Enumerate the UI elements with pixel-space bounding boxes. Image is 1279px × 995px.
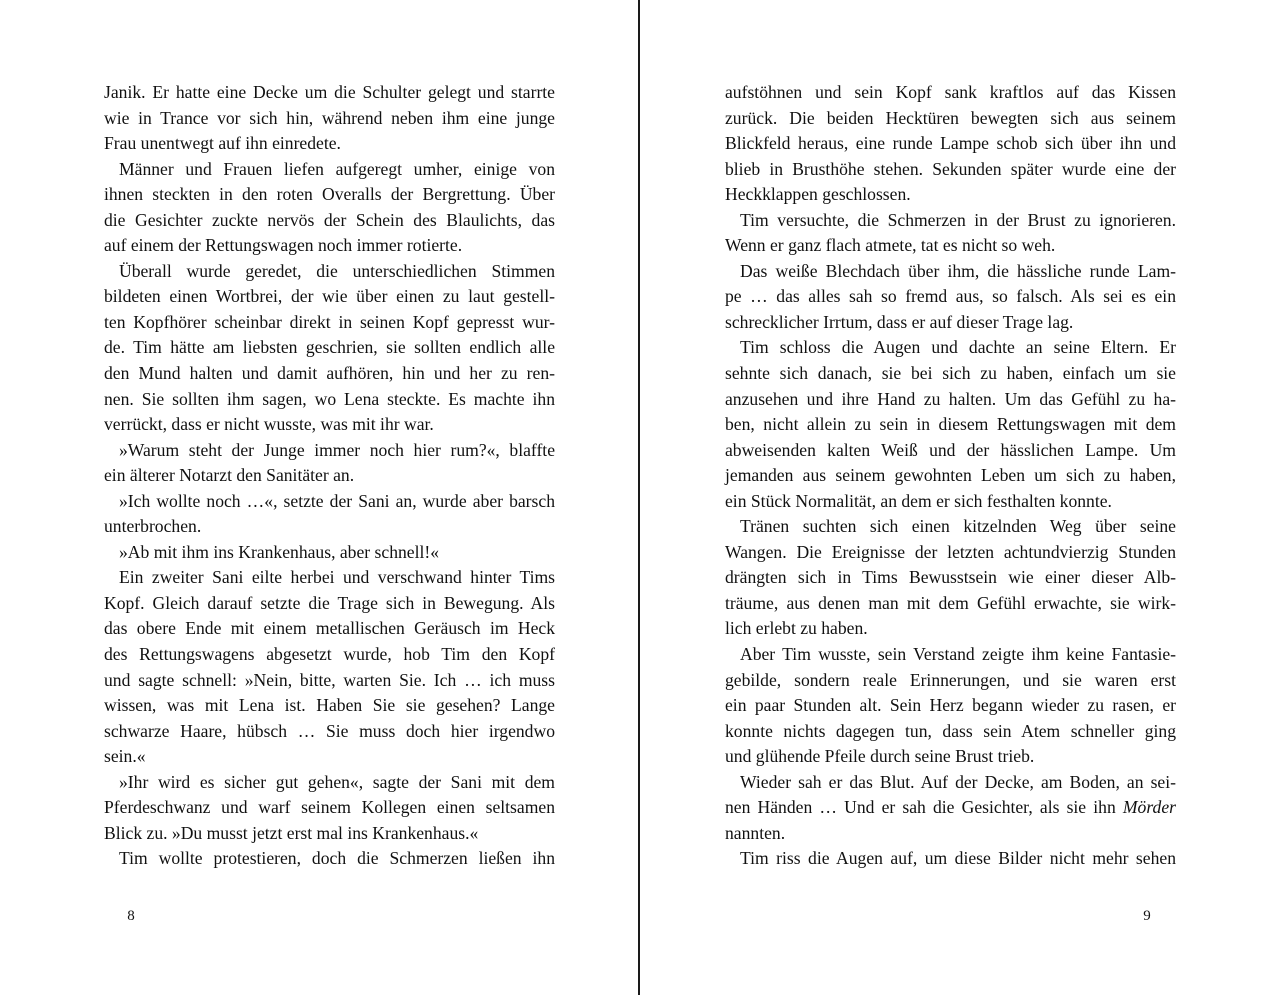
text-line-content: nannten. <box>725 822 786 843</box>
text-line <box>725 489 1176 515</box>
text-line-content: »Warum steht der Junge immer noch hier rum?«, blaffte <box>119 439 555 460</box>
text-line-content: ben, nicht allein zu sein in diesem Rettungswagen mit dem <box>725 414 1176 435</box>
text-line-content: gebilde, sondern reale Erinnerungen, und sie waren erst <box>725 669 1176 690</box>
text-line <box>104 719 555 745</box>
text-line-content: »Ihr wird es sicher gut gehen«, sagte der Sani mit dem <box>119 771 555 792</box>
text-line-content: Tränen suchten sich einen kitzelnden Weg über seine <box>740 516 1176 537</box>
text-line-content: und glühende Pfeile durch seine Brust trieb. <box>725 746 1035 767</box>
text-line <box>725 770 1176 796</box>
text-line <box>725 616 1176 642</box>
text-line-content: Aber Tim wusste, sein Verstand zeigte ihm keine Fantasie- <box>740 644 1176 665</box>
text-line-content: Heckklappen geschlossen. <box>725 184 911 205</box>
text-line <box>725 80 1176 106</box>
text-line <box>725 821 1176 847</box>
text-line-content: bildeten einen Wortbrei, der wie über einen zu laut gestell- <box>104 286 555 307</box>
text-line-content: und sagte schnell: »Nein, bitte, warten Sie. Ich … ich muss <box>104 669 555 690</box>
text-line <box>725 744 1176 770</box>
text-line-content: ein paar Stunden alt. Sein Herz begann wieder zu rasen, er <box>725 695 1176 716</box>
text-line <box>104 540 555 566</box>
text-line-content: das obere Ende mit einem metallischen Geräusch im Heck <box>104 618 555 639</box>
text-line <box>725 412 1176 438</box>
text-line-content: Blick zu. »Du musst jetzt erst mal ins Krankenhaus.« <box>104 822 479 843</box>
text-line-content: Männer und Frauen liefen aufgeregt umher, einige von <box>119 158 555 179</box>
text-line <box>104 310 555 336</box>
text-line-content: schrecklicher Irrtum, dass er auf dieser Trage lag. <box>725 311 1074 332</box>
text-line-content: ihnen steckten in den roten Overalls der Bergrettung. Über <box>104 184 555 205</box>
text-line <box>104 821 555 847</box>
text-line <box>104 208 555 234</box>
text-line-content: Tim versuchte, die Schmerzen in der Brust zu ignorieren. <box>740 209 1176 230</box>
text-line-content: unterbrochen. <box>104 516 202 537</box>
text-line <box>104 463 555 489</box>
text-line-content: ten Kopfhörer scheinbar direkt in seinen Kopf gepresst wur- <box>104 311 555 332</box>
text-line-content: aufstöhnen und sein Kopf sank kraftlos auf das Kissen <box>725 82 1176 102</box>
text-line-content: wie in Trance vor sich hin, während neben ihm eine junge <box>104 107 555 128</box>
text-line <box>725 795 1176 821</box>
text-line <box>104 514 555 540</box>
text-line-content: Überall wurde geredet, die unterschiedlichen Stimmen <box>119 260 555 281</box>
text-line-content: wissen, was mit Lena ist. Haben Sie sie gesehen? Lange <box>104 695 555 716</box>
right-page-text <box>725 80 1176 872</box>
text-line-content: die Gesichter zuckte nervös der Schein des Blaulichts, das <box>104 209 555 230</box>
text-line <box>725 693 1176 719</box>
text-line-content: de. Tim hätte am liebsten geschrien, sie sollten endlich alle <box>104 337 555 358</box>
text-line <box>104 591 555 617</box>
text-line-content: Ein zweiter Sani eilte herbei und verschwand hinter Tims <box>119 567 555 588</box>
text-line-content: des Rettungswagens abgesetzt wurde, hob Tim den Kopf <box>104 644 555 665</box>
text-line <box>104 489 555 515</box>
text-line <box>104 361 555 387</box>
text-line <box>104 182 555 208</box>
text-line-content: blieb in Brusthöhe stehen. Sekunden später wurde eine der <box>725 158 1176 179</box>
text-line <box>104 233 555 259</box>
text-line <box>725 157 1176 183</box>
text-line-content: lich erlebt zu haben. <box>725 618 868 639</box>
text-line <box>725 719 1176 745</box>
text-line <box>104 693 555 719</box>
text-line-content: Wangen. Die Ereignisse der letzten achtundvierzig Stunden <box>725 541 1176 562</box>
text-line-content: ein Stück Normalität, an dem er sich festhalten konnte. <box>725 490 1112 511</box>
text-line <box>104 106 555 132</box>
text-line-content: Kopf. Gleich darauf setzte die Trage sich in Bewegung. Als <box>104 592 555 613</box>
text-line-content: Tim schloss die Augen und dachte an seine Eltern. Er <box>740 337 1176 358</box>
text-line-content: Das weiße Blechdach über ihm, die hässliche runde Lam- <box>740 260 1176 281</box>
text-line <box>104 770 555 796</box>
text-line-content: verrückt, dass er nicht wusste, was mit ihr war. <box>104 414 434 435</box>
text-line <box>104 131 555 157</box>
text-line <box>725 387 1176 413</box>
text-line <box>725 846 1176 872</box>
text-line <box>104 157 555 183</box>
text-line-content: zurück. Die beiden Hecktüren bewegten sich aus seinem <box>725 107 1176 128</box>
text-line <box>104 259 555 285</box>
text-line <box>725 565 1176 591</box>
text-line-content: konnte nichts dagegen tun, dass sein Atem schneller ging <box>725 720 1176 741</box>
text-line-content: Pferdeschwanz und warf seinem Kollegen einen seltsamen <box>104 797 555 818</box>
text-line-content: ein älterer Notarzt den Sanitäter an. <box>104 465 355 486</box>
text-line <box>104 412 555 438</box>
text-line <box>104 744 555 770</box>
text-line-content: abweisenden kalten Weiß und der hässlichen Lampe. Um <box>725 439 1176 460</box>
text-line-content: Tim wollte protestieren, doch die Schmerzen ließen ihn <box>119 848 555 869</box>
text-line <box>104 616 555 642</box>
text-line <box>104 387 555 413</box>
text-line-content: auf einem der Rettungswagen noch immer rotierte. <box>104 235 463 256</box>
text-line-content: sehnte sich danach, sie bei sich zu haben, einfach um sie <box>725 363 1176 384</box>
text-line-content: schwarze Haare, hübsch … Sie muss doch hier irgendwo <box>104 720 555 741</box>
text-line-content: nen. Sie sollten ihm sagen, wo Lena steckte. Es machte ihn <box>104 388 555 409</box>
text-line-content: träume, aus denen man mit dem Gefühl erwachte, sie wirk- <box>725 592 1176 613</box>
text-line-content: Frau unentwegt auf ihn einredete. <box>104 133 341 154</box>
text-line <box>725 208 1176 234</box>
text-line-content: drängten sich in Tims Bewusstsein wie einer dieser Alb- <box>725 567 1176 588</box>
text-line <box>104 668 555 694</box>
text-line-content: nen Händen … Und er sah die Gesichter, als sie ihn Mörder <box>725 797 1176 818</box>
text-line <box>725 540 1176 566</box>
left-page-text <box>104 80 555 872</box>
text-line <box>104 565 555 591</box>
text-line <box>725 310 1176 336</box>
text-line <box>725 106 1176 132</box>
text-line <box>725 438 1176 464</box>
text-line-content: pe … das alles sah so fremd aus, so falsch. Als sei es ein <box>725 286 1176 307</box>
text-line <box>725 182 1176 208</box>
text-line <box>725 259 1176 285</box>
text-line-content: jemanden aus seinem gewohnten Leben um sich zu haben, <box>725 465 1176 486</box>
text-line-content: den Mund halten und damit aufhören, hin und her zu ren- <box>104 363 555 384</box>
text-line <box>725 463 1176 489</box>
text-line <box>725 233 1176 259</box>
text-line <box>104 438 555 464</box>
text-line-content: Wieder sah er das Blut. Auf der Decke, am Boden, an sei- <box>740 771 1176 792</box>
text-line <box>725 591 1176 617</box>
text-line-content: Tim riss die Augen auf, um diese Bilder nicht mehr sehen <box>740 848 1176 869</box>
text-line-content: Blickfeld heraus, eine runde Lampe schob sich über ihn und <box>725 133 1176 154</box>
text-line <box>725 131 1176 157</box>
text-line <box>104 80 555 106</box>
text-line <box>725 668 1176 694</box>
text-line-content: »Ab mit ihm ins Krankenhaus, aber schnell!« <box>119 541 440 562</box>
text-line-content: Janik. Er hatte eine Decke um die Schulter gelegt und starrte <box>104 82 555 102</box>
text-line <box>725 361 1176 387</box>
text-line-content: »Ich wollte noch …«, setzte der Sani an, wurde aber barsch <box>119 490 555 511</box>
text-line <box>104 795 555 821</box>
text-line-content: anzusehen und ihre Hand zu halten. Um das Gefühl zu ha- <box>725 388 1176 409</box>
text-line <box>104 846 555 872</box>
text-line <box>725 284 1176 310</box>
text-line <box>725 335 1176 361</box>
text-line-content: Wenn er ganz flach atmete, tat es nicht so weh. <box>725 235 1056 256</box>
text-line <box>725 642 1176 668</box>
text-line <box>104 284 555 310</box>
page-gutter-line <box>638 0 640 995</box>
text-line <box>104 335 555 361</box>
text-line <box>725 514 1176 540</box>
text-line <box>104 642 555 668</box>
text-line-content: sein.« <box>104 746 146 767</box>
page-number-left: 8 <box>127 908 135 924</box>
page-number-right: 9 <box>1143 908 1151 924</box>
